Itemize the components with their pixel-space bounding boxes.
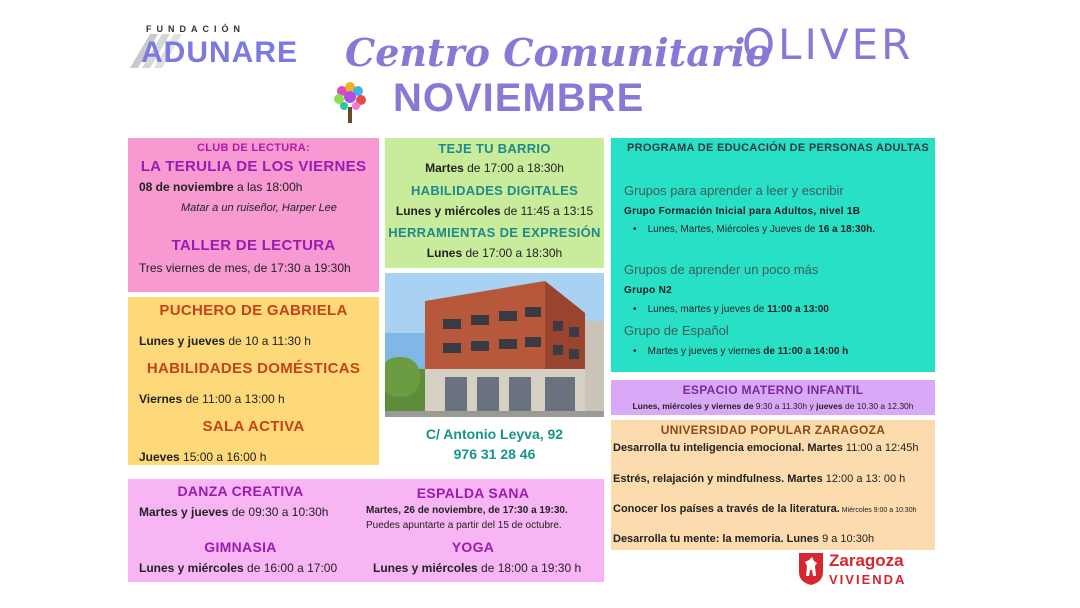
adultos-title: PROGRAMA DE EDUCACIÓN DE PERSONAS ADULTAS	[627, 142, 929, 154]
logo-name: ADUNARE	[141, 36, 298, 69]
adultos-group2-item: • Lunes, martes y jueves de 11:00 a 13:00	[633, 304, 829, 315]
puchero-panel	[128, 297, 379, 465]
espalda-date: Martes, 26 de noviembre, de 17:30 a 19:30.	[366, 505, 568, 516]
address-street: C/ Antonio Leyva, 92	[425, 426, 564, 442]
adultos-group1: Grupos para aprender a leer y escribir	[624, 183, 844, 198]
center-name: OLIVER	[742, 20, 914, 69]
hab-domesticas-title: HABILIDADES DOMÉSTICAS	[146, 360, 361, 377]
adultos-group1-sub: Grupo Formación Inicial para Adultos, nivel 1B	[624, 206, 861, 217]
club-label: CLUB DE LECTURA:	[197, 142, 310, 154]
universidad-line4: Desarrolla tu mente: la memoria. Lunes 9 a 10:30h	[613, 533, 875, 545]
puchero-title: PUCHERO DE GABRIELA	[159, 302, 348, 319]
danza-time: Martes y jueves de 09:30 a 10:30h	[139, 505, 329, 519]
yoga-time: Lunes y miércoles de 18:00 a 19:30 h	[373, 561, 582, 575]
materno-time: Lunes, miércoles y viernes de 9:30 a 11.30h y jueves de 10.30 a 12.30h	[632, 401, 914, 411]
herramientas-title: HERRAMIENTAS DE EXPRESIÓN	[388, 225, 601, 240]
club-date: 08 de noviembre a las 18:00h	[139, 180, 303, 194]
building-photo	[385, 273, 604, 417]
club-title: LA TERULIA DE LOS VIERNES	[140, 158, 367, 175]
espalda-title: ESPALDA SANA	[416, 485, 530, 501]
address-phone: 976 31 28 46	[453, 446, 536, 462]
universidad-title: UNIVERSIDAD POPULAR ZARAGOZA	[660, 423, 886, 437]
hab-digitales-title: HABILIDADES DIGITALES	[410, 183, 579, 198]
materno-infantil-panel	[611, 380, 935, 415]
adultos-group2-sub: Grupo N2	[624, 285, 672, 296]
puchero-time: Lunes y jueves de 10 a 11:30 h	[139, 334, 311, 348]
universidad-line3: Conocer los países a través de la literatura. Miércoles 9:00 a 10:30h	[613, 503, 917, 515]
brand-line2: VIVIENDA	[829, 572, 907, 587]
adultos-group3: Grupo de Español	[624, 323, 729, 338]
club-lectura-panel	[128, 138, 379, 292]
club-book: Matar a un ruiseñor, Harper Lee	[181, 202, 337, 214]
adultos-group2: Grupos de aprender un poco más	[624, 262, 819, 277]
sala-activa-title: SALA ACTIVA	[202, 418, 305, 435]
actividades-fisicas-panel	[128, 479, 604, 582]
universidad-line1: Desarrolla tu inteligencia emocional. Martes 11:00 a 12:45h	[613, 442, 919, 454]
teje-barrio-panel	[385, 138, 604, 268]
adultos-group3-item: • Martes y jueves y viernes de 11:00 a 14:00 h	[633, 346, 849, 357]
universidad-line2: Estrés, relajación y mindfulness. Martes 12:00 a 13: 00 h	[613, 473, 906, 485]
espalda-note: Puedes apuntarte a partir del 15 de octubre.	[366, 520, 562, 531]
taller-time: Tres viernes de mes, de 17:30 a 19:30h	[139, 261, 351, 275]
materno-title: ESPACIO MATERNO INFANTIL	[682, 383, 864, 397]
universidad-panel	[611, 420, 935, 550]
hab-digitales-time: Lunes y miércoles de 11:45 a 13:15	[395, 204, 594, 218]
danza-title: DANZA CREATIVA	[177, 483, 304, 499]
adultos-group1-item: • Lunes, Martes, Miércoles y Jueves de 16 a 18:30h.	[633, 224, 875, 235]
teje-time: Martes de 17:00 a 18:30h	[425, 161, 564, 175]
programa-adultos-panel	[611, 138, 935, 372]
herramientas-time: Lunes de 17:00 a 18:30h	[426, 246, 563, 260]
page-title: Centro Comunitario	[345, 30, 771, 75]
hab-domesticas-time: Viernes de 11:00 a 13:00 h	[139, 392, 285, 406]
teje-title: TEJE TU BARRIO	[438, 141, 551, 156]
lion-shield-icon	[798, 552, 824, 586]
brand-line1: Zaragoza	[829, 551, 904, 570]
sala-activa-time: Jueves 15:00 a 16:00 h	[139, 450, 267, 464]
tree-icon	[330, 79, 370, 125]
taller-title: TALLER DE LECTURA	[171, 237, 336, 254]
month-title: NOVIEMBRE	[393, 76, 645, 120]
yoga-title: YOGA	[451, 539, 495, 555]
gimnasia-time: Lunes y miércoles de 16:00 a 17:00	[139, 561, 338, 575]
logo-foundation-text: FUNDACIÓN	[146, 24, 245, 34]
gimnasia-title: GIMNASIA	[204, 539, 277, 555]
